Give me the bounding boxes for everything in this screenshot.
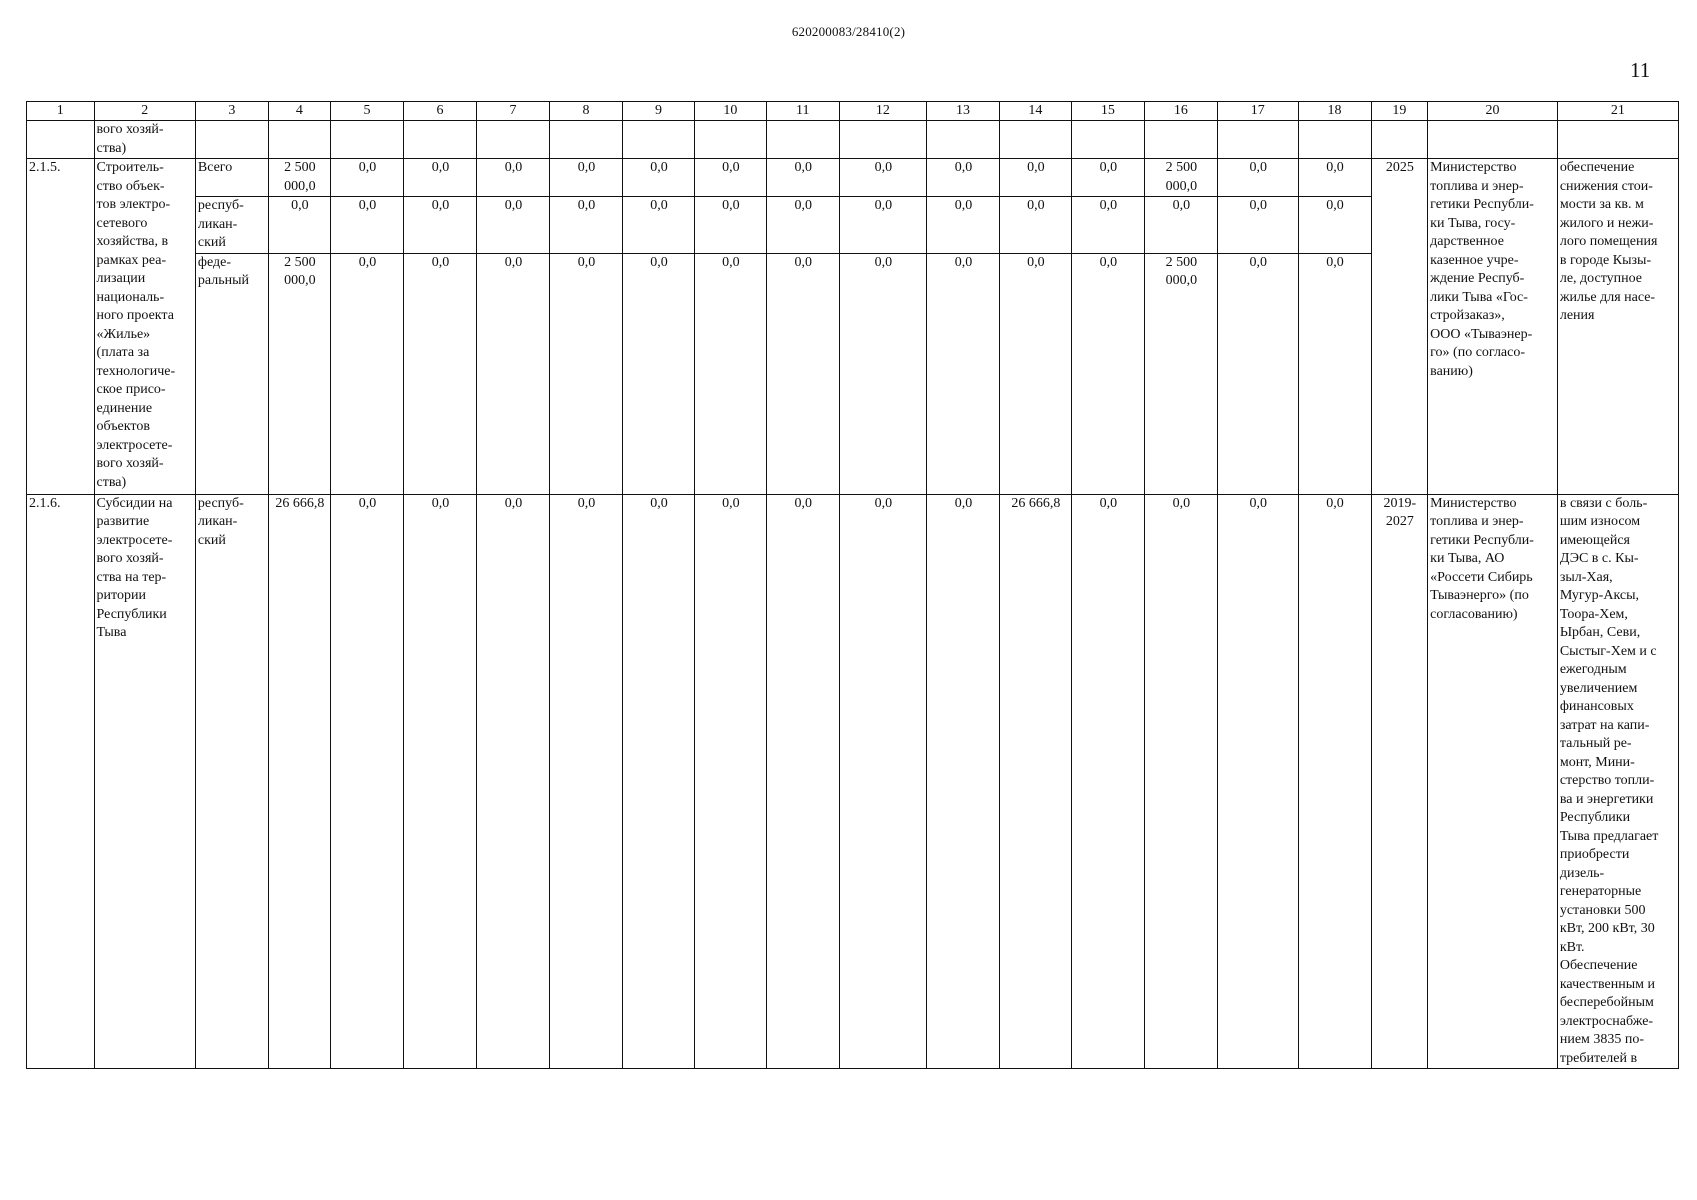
column-number: 13 — [926, 102, 999, 121]
value-cell: 0,0 — [1298, 253, 1371, 494]
value-cell: 0,0 — [549, 159, 622, 197]
column-number: 8 — [549, 102, 622, 121]
value-cell: 0,0 — [1217, 253, 1298, 494]
value-cell: 0,0 — [839, 197, 926, 254]
column-number: 6 — [403, 102, 476, 121]
value-cell: 0,0 — [330, 253, 403, 494]
value-cell: 0,0 — [1071, 253, 1144, 494]
continued-name-cell: вого хозяй- ства) — [94, 121, 195, 159]
value-cell: 0,0 — [1298, 159, 1371, 197]
value-cell: 0,0 — [999, 253, 1071, 494]
value-cell: 0,0 — [1071, 159, 1144, 197]
column-number: 11 — [766, 102, 839, 121]
value-cell: 0,0 — [694, 197, 766, 254]
value-cell: 0,0 — [926, 159, 999, 197]
column-number: 17 — [1217, 102, 1298, 121]
column-number: 18 — [1298, 102, 1371, 121]
page-number: 11 — [1630, 58, 1651, 82]
funding-source: респуб- ликан- ский — [195, 197, 268, 254]
column-number: 7 — [476, 102, 549, 121]
column-number: 5 — [330, 102, 403, 121]
table-row — [27, 159, 1679, 197]
row-id: 2.1.6. — [27, 494, 95, 1069]
value-cell: 0,0 — [999, 197, 1071, 254]
funding-source: феде- ральный — [195, 253, 268, 494]
column-number-row — [27, 102, 1679, 121]
continued-row — [27, 121, 1679, 159]
value-cell: 0,0 — [1071, 494, 1144, 1069]
value-cell: 0,0 — [476, 253, 549, 494]
value-cell: 0,0 — [549, 197, 622, 254]
value-cell: 0,0 — [476, 197, 549, 254]
value-cell: 0,0 — [1071, 197, 1144, 254]
year-cell: 2019- 2027 — [1371, 494, 1428, 1069]
value-cell: 0,0 — [999, 159, 1071, 197]
value-cell: 26 666,8 — [999, 494, 1071, 1069]
year-cell: 2025 — [1371, 159, 1428, 495]
funding-source: Всего — [195, 159, 268, 197]
value-cell: 0,0 — [622, 253, 694, 494]
row-name: Субсидии на развитие электросете- вого хозяй- ства на тер- ритории Республики Тыва — [94, 494, 195, 1069]
value-cell: 0,0 — [926, 197, 999, 254]
value-cell: 0,0 — [1217, 159, 1298, 197]
column-number: 1 — [27, 102, 95, 121]
value-cell: 0,0 — [622, 494, 694, 1069]
column-number: 21 — [1557, 102, 1678, 121]
program-table — [26, 101, 1679, 1069]
value-cell: 0,0 — [839, 494, 926, 1069]
document-id: 620200083/28410(2) — [791, 24, 906, 39]
result-cell: в связи с боль- шим износом имеющейся ДЭС в с. Кы- зыл-Хая, Мугур-Аксы, Тоора-Хем, Ырбан, Севи, Сыстыг-Хем и с ежегодным увеличением финансовых затрат на капи- тальный ре- монт, Мини- стерство топли- ва и энергетики Республики Тыва предлагает приобрести дизель- генераторные установки 500 кВт, 200 кВт, 30 кВт. Обеспечение качественным и бесперебойным электроснабже- нием 3835 по- требителей в — [1557, 494, 1678, 1069]
column-number: 12 — [839, 102, 926, 121]
value-cell: 0,0 — [766, 197, 839, 254]
value-cell: 0,0 — [926, 494, 999, 1069]
value-cell: 0,0 — [1217, 494, 1298, 1069]
value-cell: 0,0 — [403, 159, 476, 197]
value-cell: 0,0 — [330, 159, 403, 197]
value-cell: 0,0 — [549, 494, 622, 1069]
value-cell: 0,0 — [622, 159, 694, 197]
value-cell: 0,0 — [330, 197, 403, 254]
column-number: 10 — [694, 102, 766, 121]
column-number: 14 — [999, 102, 1071, 121]
column-number: 20 — [1428, 102, 1558, 121]
result-cell: обеспечение снижения стои- мости за кв. м жилого и нежи- лого помещения в городе Кызы- ле, доступное жилье для насе- ления — [1557, 159, 1678, 495]
value-cell: 0,0 — [403, 253, 476, 494]
value-cell: 2 500 000,0 — [268, 159, 330, 197]
column-number: 9 — [622, 102, 694, 121]
executor-cell: Министерство топлива и энер- гетики Республи- ки Тыва, АО «Россети Сибирь Тываэнерго» (по согласованию) — [1428, 494, 1558, 1069]
value-cell: 0,0 — [766, 494, 839, 1069]
value-cell: 2 500 000,0 — [268, 253, 330, 494]
value-cell: 0,0 — [549, 253, 622, 494]
value-cell: 0,0 — [1144, 494, 1217, 1069]
column-number: 2 — [94, 102, 195, 121]
value-cell: 0,0 — [403, 494, 476, 1069]
value-cell: 0,0 — [476, 159, 549, 197]
value-cell: 0,0 — [403, 197, 476, 254]
column-number: 16 — [1144, 102, 1217, 121]
value-cell: 0,0 — [330, 494, 403, 1069]
table-row — [27, 494, 1679, 1069]
column-number: 3 — [195, 102, 268, 121]
value-cell: 0,0 — [1298, 494, 1371, 1069]
value-cell: 0,0 — [694, 494, 766, 1069]
value-cell: 0,0 — [476, 494, 549, 1069]
value-cell: 0,0 — [926, 253, 999, 494]
value-cell: 0,0 — [1217, 197, 1298, 254]
value-cell: 2 500 000,0 — [1144, 253, 1217, 494]
row-name: Строитель- ство объек- тов электро- сетевого хозяйства, в рамках реа- лизации националь- ного проекта «Жилье» (плата за технологиче- ское присо- единение объектов электросете- вого хозяй- ства) — [94, 159, 195, 495]
value-cell: 0,0 — [694, 159, 766, 197]
value-cell: 0,0 — [694, 253, 766, 494]
value-cell: 2 500 000,0 — [1144, 159, 1217, 197]
value-cell: 0,0 — [766, 253, 839, 494]
row-id: 2.1.5. — [27, 159, 95, 495]
value-cell: 0,0 — [839, 159, 926, 197]
value-cell: 26 666,8 — [268, 494, 330, 1069]
value-cell: 0,0 — [1298, 197, 1371, 254]
value-cell: 0,0 — [1144, 197, 1217, 254]
column-number: 19 — [1371, 102, 1428, 121]
executor-cell: Министерство топлива и энер- гетики Республи- ки Тыва, госу- дарственное казенное учре- ждение Респуб- лики Тыва «Гос- стройзаказ», ООО «Тываэнер- го» (по согласо- ванию) — [1428, 159, 1558, 495]
value-cell: 0,0 — [268, 197, 330, 254]
value-cell: 0,0 — [839, 253, 926, 494]
column-number: 15 — [1071, 102, 1144, 121]
column-number: 4 — [268, 102, 330, 121]
value-cell: 0,0 — [622, 197, 694, 254]
funding-source: респуб- ликан- ский — [195, 494, 268, 1069]
value-cell: 0,0 — [766, 159, 839, 197]
